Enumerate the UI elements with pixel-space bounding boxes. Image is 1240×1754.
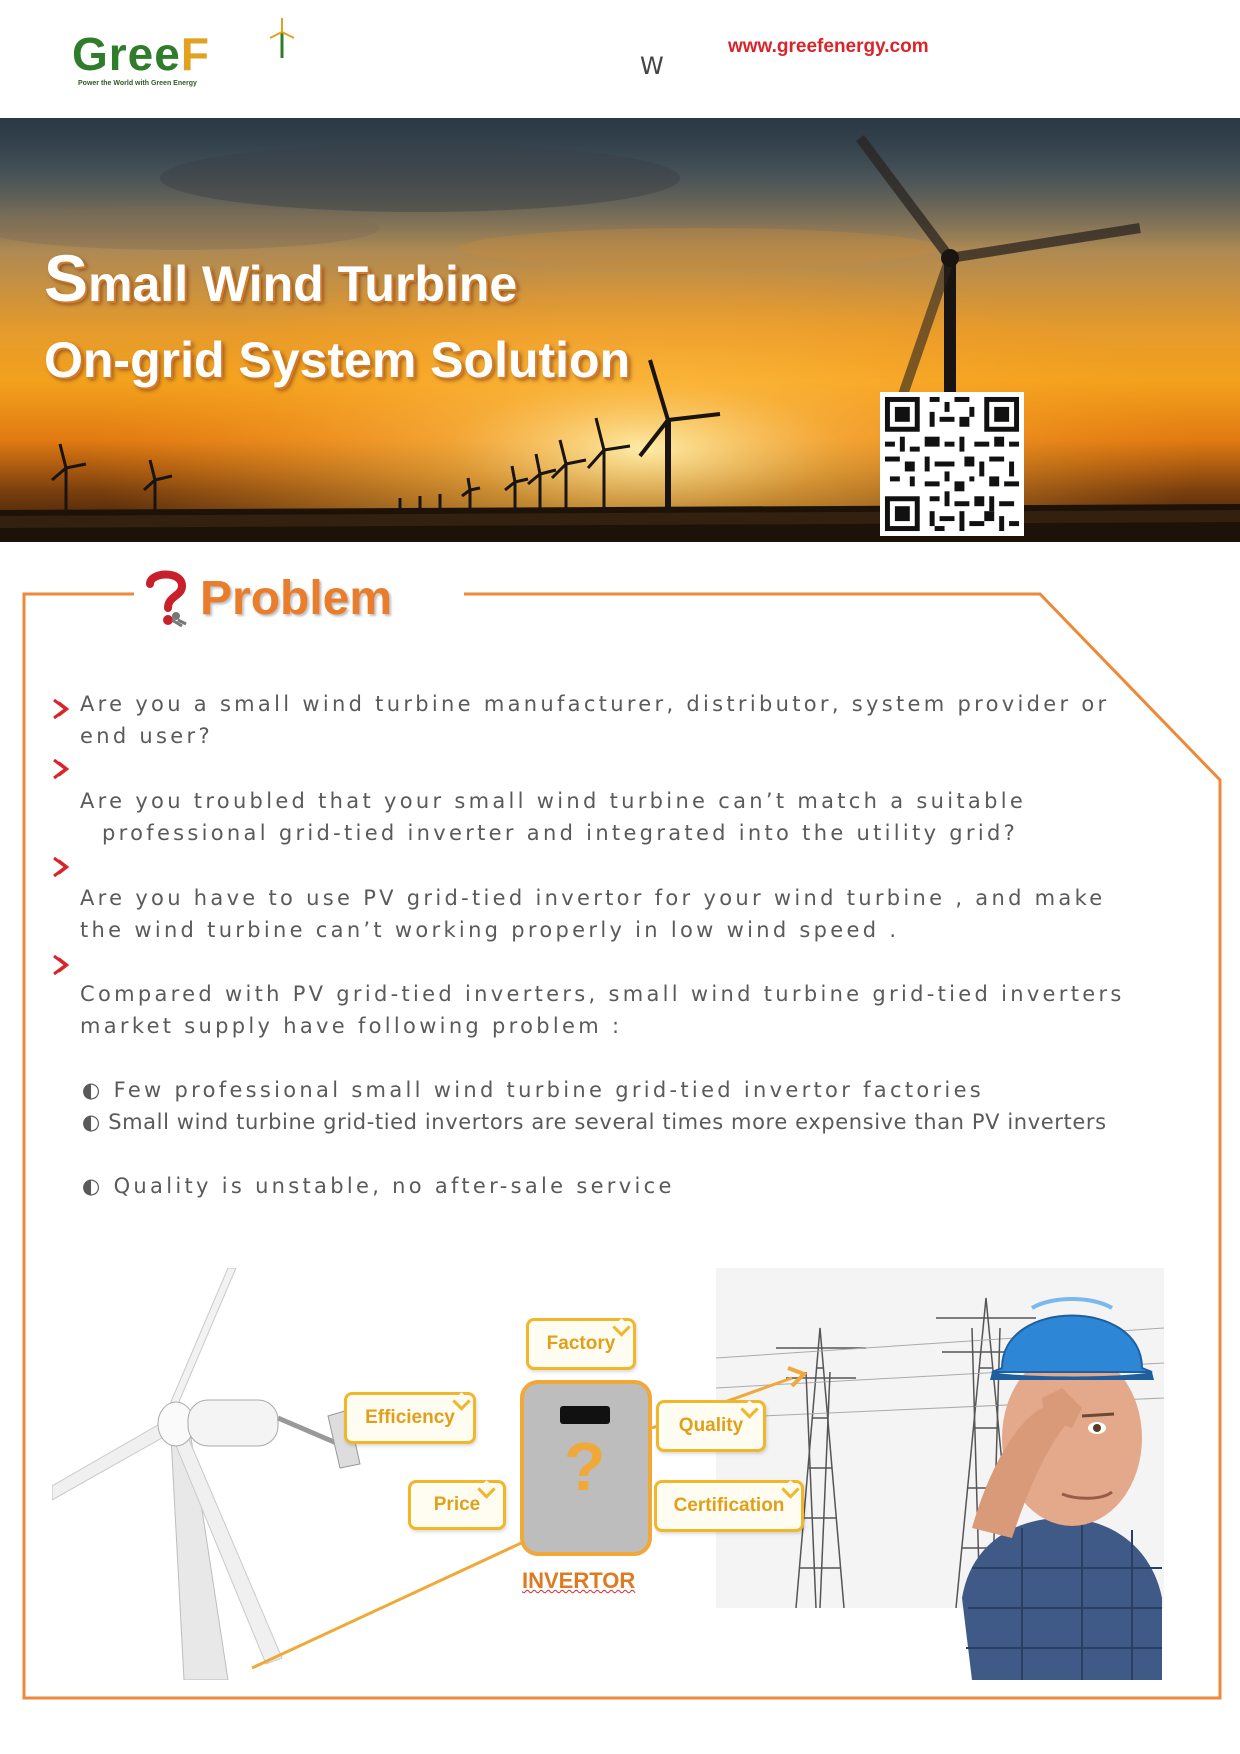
- logo-tagline: Power the World with Green Energy: [78, 80, 197, 87]
- bullet-quality: ◐ Quality is unstable, no after-sale service: [82, 1174, 675, 1198]
- chevron-right-icon: [52, 856, 70, 878]
- inverter-display: [560, 1406, 610, 1424]
- chevron-right-icon: [52, 698, 70, 720]
- banner-title-line1: mall Wind Turbine: [88, 256, 518, 312]
- problem-item-2-line2: professional grid-tied inverter and integrated into the utility grid?: [102, 821, 1019, 845]
- callout-price: Price: [408, 1480, 506, 1530]
- problem-item-3: Are you have to use PV grid-tied invertor for your wind turbine , and make the wind turbine can’t working properly in low wind speed .: [80, 886, 1106, 942]
- problem-item-2-line1: Are you troubled that your small wind turbine can’t match a suitable: [80, 789, 1027, 813]
- callout-efficiency: Efficiency: [344, 1392, 476, 1444]
- problem-item-1: Are you a small wind turbine manufacturer, distributor, system provider or end user?: [80, 692, 1110, 748]
- inverter-label: INVERTOR: [522, 1568, 636, 1593]
- question-icon: ?: [564, 1429, 606, 1505]
- question-mark-icon: [142, 568, 194, 628]
- banner-title-initial: S: [44, 241, 89, 315]
- website-link[interactable]: www.greefenergy.com: [728, 36, 929, 57]
- watermark-mark: W: [640, 52, 664, 80]
- problem-heading: [142, 568, 392, 628]
- bullet-few-factories: ◐ Few professional small wind turbine grid-tied invertor factories: [82, 1078, 985, 1102]
- inverter-box: [520, 1380, 652, 1556]
- chevron-right-icon: [52, 758, 70, 780]
- banner-title-line2: On-grid System Solution: [44, 332, 631, 388]
- callout-factory: Factory: [526, 1318, 636, 1370]
- callout-quality: Quality: [656, 1400, 766, 1452]
- logo-wordmark-f: F: [180, 28, 210, 80]
- logo-wordmark: Gree: [72, 28, 181, 80]
- chevron-right-icon: [52, 954, 70, 976]
- inverter-diagram: [52, 1268, 1204, 1680]
- callout-certification: Certification: [654, 1480, 804, 1532]
- problem-title: Problem: [200, 571, 393, 625]
- problem-item-4: Compared with PV grid-tied inverters, small wind turbine grid-tied inverters market supply have following problem :: [80, 982, 1125, 1038]
- bullet-expensive: ◐ Small wind turbine grid-tied invertors are several times more expensive than PV inverters: [82, 1110, 1107, 1134]
